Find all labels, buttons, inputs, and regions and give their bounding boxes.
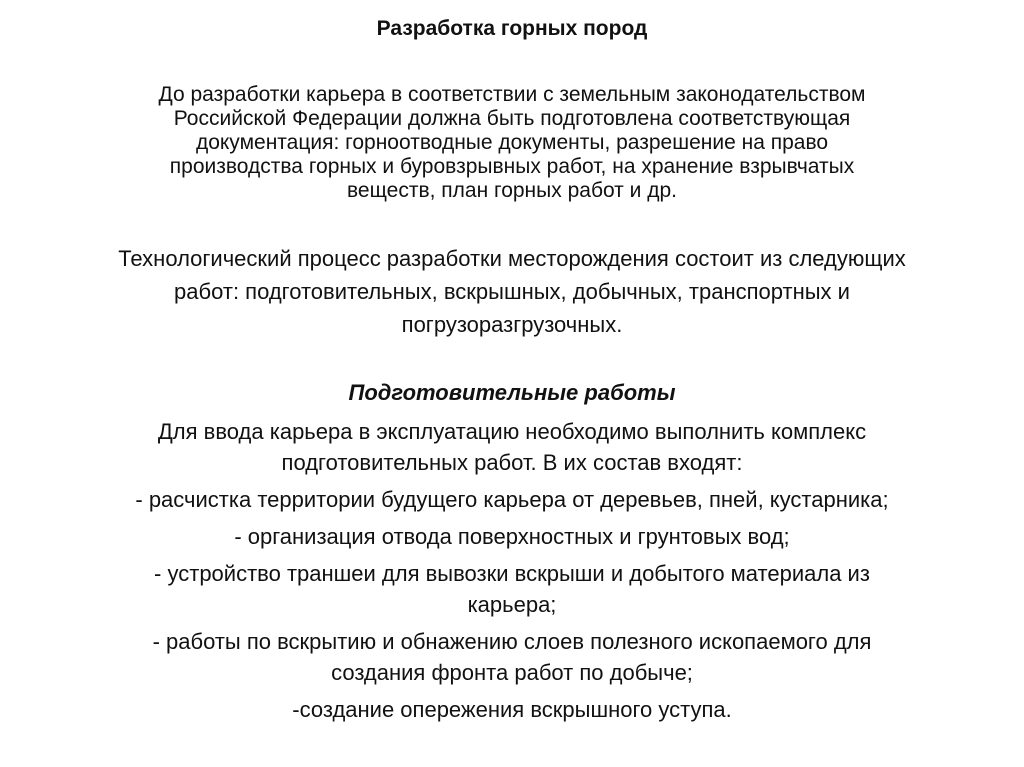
list-item-stripping-line-2: создания фронта работ по добыче;	[331, 660, 693, 685]
intro-line-3: документация: горноотводные документы, разрешение на право	[195, 131, 829, 154]
list-item-trench-line-2: карьера;	[467, 592, 557, 617]
intro-line-4: производства горных и буровзрывных работ, на хранение взрывчатых	[169, 155, 855, 178]
process-line-3: погрузоразгрузочных.	[401, 312, 623, 337]
list-item-stripping-line-1: - работы по вскрытию и обнажению слоев полезного ископаемого для	[152, 629, 872, 654]
prep-intro-line-2: подготовительных работ. В их состав входят:	[281, 450, 743, 475]
list-item-drainage: - организация отвода поверхностных и грунтовых вод;	[234, 524, 790, 549]
process-line-2: работ: подготовительных, вскрышных, добычных, транспортных и	[174, 279, 850, 304]
section-subheading: Подготовительные работы	[348, 380, 676, 405]
prep-intro-line-1: Для ввода карьера в эксплуатацию необходимо выполнить комплекс	[157, 419, 867, 444]
list-item-advance-bench: -создание опережения вскрышного уступа.	[292, 697, 732, 722]
list-item-clearing: - расчистка территории будущего карьера от деревьев, пней, кустарника;	[135, 487, 889, 512]
intro-line-5: веществ, план горных работ и др.	[347, 179, 677, 202]
intro-line-1: До разработки карьера в соответствии с земельным законодательством	[158, 83, 866, 106]
page-title: Разработка горных пород	[376, 17, 648, 40]
process-line-1: Технологический процесс разработки месторождения состоит из следующих	[118, 246, 906, 271]
list-item-trench-line-1: - устройство траншеи для вывозки вскрыши и добытого материала из	[154, 561, 870, 586]
intro-line-2: Российской Федерации должна быть подготовлена соответствующая	[173, 107, 851, 130]
